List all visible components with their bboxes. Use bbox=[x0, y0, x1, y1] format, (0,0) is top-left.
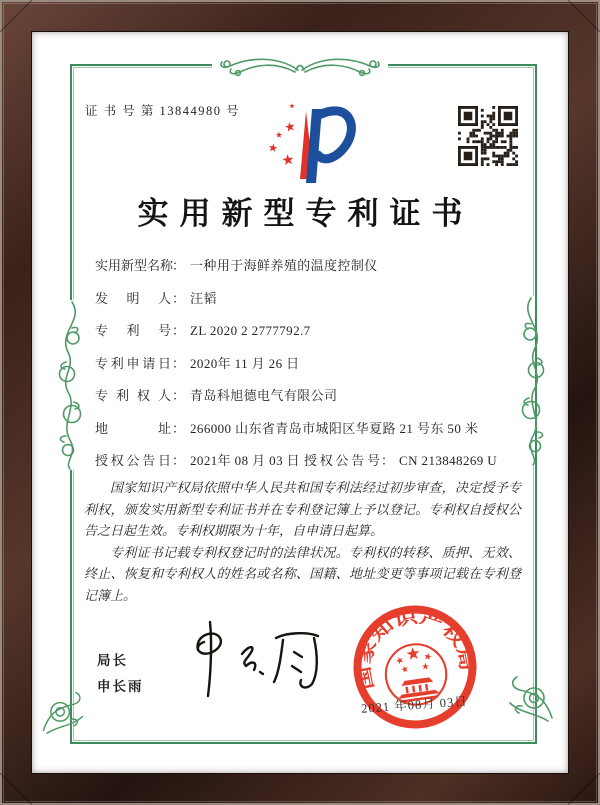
field-row-address bbox=[95, 418, 521, 436]
field-value: 一种用于海鲜养殖的温度控制仪 bbox=[190, 258, 378, 273]
bottom-left-ornament bbox=[36, 684, 88, 736]
legal-text bbox=[84, 477, 521, 606]
field-row-patent-number bbox=[95, 320, 521, 338]
officer-name: 申长雨 bbox=[97, 679, 144, 694]
field-value: ZL 2020 2 2777792.7 bbox=[190, 323, 311, 338]
field-value: 2021年 08 月 03 日 bbox=[190, 453, 301, 468]
seal-date: 2021 年08月 03日 bbox=[360, 694, 469, 716]
certificate-title: 实用新型专利证书 bbox=[137, 196, 474, 231]
frame-miter-top-right bbox=[568, 0, 600, 32]
seal-text: 国家知识产权局 bbox=[354, 607, 475, 692]
field-value: 2020年 11 月 26 日 bbox=[190, 355, 300, 371]
field-value: CN 213848269 U bbox=[399, 453, 498, 468]
officer-block bbox=[97, 648, 144, 700]
legal-paragraph-2: 专利证书记载专利权登记时的法律状况。专利权的转移、质押、无效、终止、恢复和专利权人的姓名或名称、国籍、地址变更等事项记载在专利登记簿上。 bbox=[84, 544, 521, 603]
field-colon: ： bbox=[172, 388, 186, 403]
field-value: 汪韬 bbox=[190, 290, 217, 306]
field-colon: ： bbox=[172, 420, 186, 436]
field-colon: ： bbox=[172, 323, 186, 338]
field-colon: ： bbox=[381, 453, 395, 468]
svg-text:国家知识产权局 bbox=[349, 600, 477, 691]
cnipa-logo-icon bbox=[256, 99, 356, 185]
field-colon: ： bbox=[172, 258, 186, 273]
field-row-patentee bbox=[95, 385, 521, 403]
field-colon: ： bbox=[172, 453, 186, 468]
frame-miter-bottom-left bbox=[0, 773, 32, 805]
field-row-filing-date bbox=[95, 353, 521, 371]
field-label: 实用新型名称 bbox=[95, 258, 174, 273]
left-vine-ornament bbox=[48, 300, 92, 470]
signature-handwriting bbox=[180, 616, 330, 701]
field-row-grant bbox=[95, 450, 521, 468]
bottom-right-ornament bbox=[504, 668, 560, 724]
top-flourish-ornament bbox=[210, 50, 390, 86]
officer-title: 局长 bbox=[97, 653, 128, 668]
field-label: 发明人 bbox=[95, 290, 171, 306]
field-value: 青岛科旭德电气有限公司 bbox=[190, 388, 338, 403]
field-list bbox=[95, 255, 521, 483]
certificate-number: 证 书 号 第 13844980 号 bbox=[85, 104, 241, 118]
frame-miter-top-left bbox=[0, 0, 32, 32]
qr-code-icon bbox=[458, 106, 518, 166]
frame-miter-bottom-right bbox=[568, 773, 600, 805]
field-label: 授权公告号 bbox=[304, 453, 381, 468]
field-row-name bbox=[95, 255, 521, 273]
field-label: 专利号 bbox=[95, 323, 171, 338]
field-label: 地址 bbox=[95, 420, 171, 436]
field-label: 授权公告日 bbox=[95, 453, 171, 468]
field-colon: ： bbox=[172, 290, 186, 306]
field-row-inventor bbox=[95, 288, 521, 306]
field-colon: ： bbox=[172, 355, 186, 371]
legal-paragraph-1: 国家知识产权局依照中华人民共和国专利法经过初步审查，决定授予专利权，颁发实用新型专利证书并在专利登记簿上予以登记。专利权自授权公告之日起生效。专利权期限为十年，自申请日起算。 bbox=[84, 480, 521, 538]
field-label: 专利申请日 bbox=[95, 355, 171, 371]
field-value: 266000 山东省青岛市城阳区华夏路 21 号东 50 米 bbox=[190, 420, 479, 436]
field-label: 专利权人 bbox=[95, 388, 171, 403]
